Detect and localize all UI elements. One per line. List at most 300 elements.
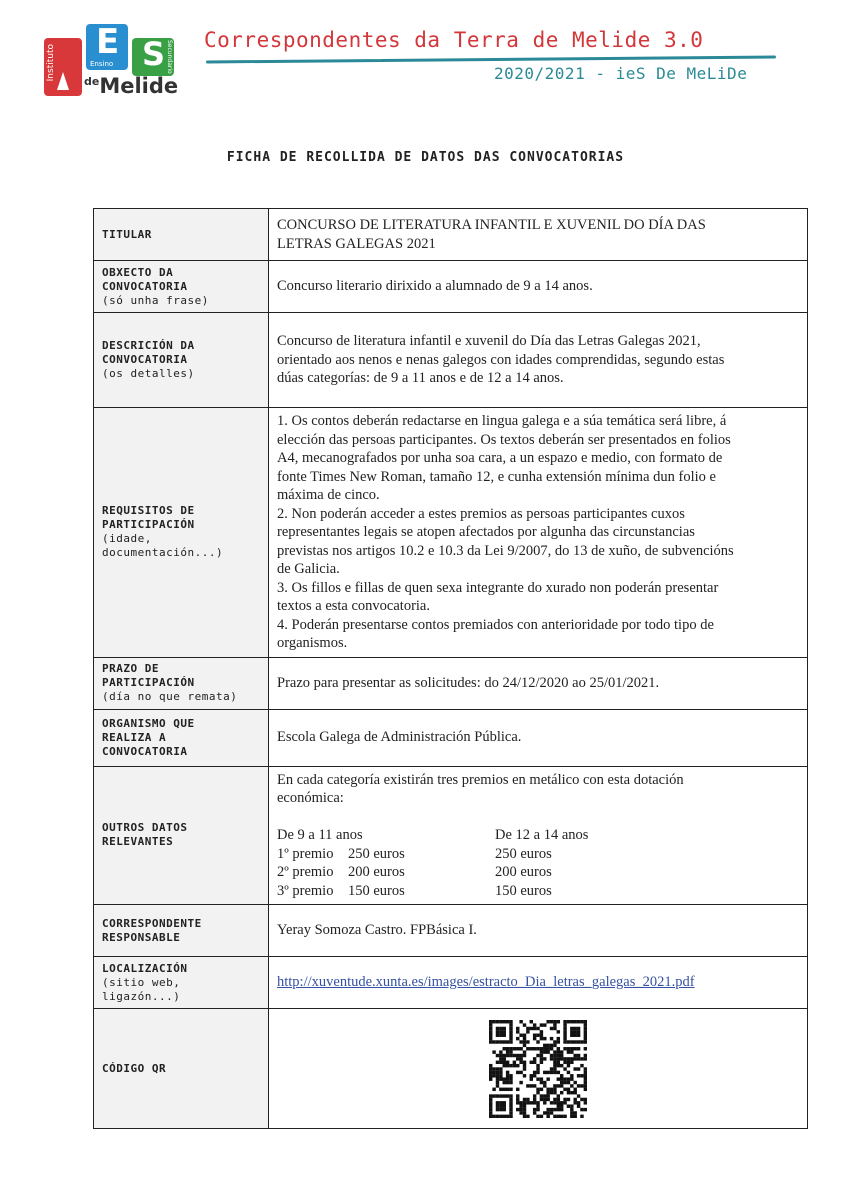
qr-module (560, 1053, 563, 1056)
label-localizacion: LOCALIZACIÓN (sitio web, ligazón...) (94, 957, 269, 1009)
qr-module (530, 1077, 533, 1080)
qr-module (503, 1060, 506, 1063)
qr-module (506, 1114, 509, 1117)
qr-module (567, 1080, 570, 1083)
qr-module (536, 1114, 539, 1117)
qr-module (550, 1101, 553, 1104)
qr-module (492, 1074, 495, 1077)
qr-module (519, 1047, 522, 1050)
qr-module (499, 1074, 502, 1077)
qr-module (577, 1084, 580, 1087)
qr-module (546, 1043, 549, 1046)
qr-code-icon[interactable] (489, 1020, 587, 1118)
qr-module (573, 1026, 576, 1029)
value-outros: En cada categoría existirán tres premios en metálico con esta dotación económica: De 9 a 11 anos 1º premio 250 euros 2º premio 200 euros 3º premio 150 euros De 12 a 14 anos 250 euros 200 euros 150 euros (269, 766, 808, 905)
qr-module (536, 1101, 539, 1104)
qr-module (560, 1074, 563, 1077)
qr-module (530, 1084, 533, 1087)
qr-module (570, 1060, 573, 1063)
qr-module (509, 1107, 512, 1110)
qr-module (489, 1097, 492, 1100)
qr-module (489, 1094, 492, 1097)
qr-module (560, 1057, 563, 1060)
qr-module (557, 1097, 560, 1100)
qr-module (519, 1111, 522, 1114)
qr-module (523, 1104, 526, 1107)
qr-module (489, 1101, 492, 1104)
qr-module (580, 1074, 583, 1077)
qr-module (557, 1094, 560, 1097)
qr-module (584, 1084, 587, 1087)
qr-module (573, 1087, 576, 1090)
qr-module (492, 1087, 495, 1090)
qr-module (516, 1087, 519, 1090)
qr-module (543, 1050, 546, 1053)
qr-module (573, 1053, 576, 1056)
qr-module (553, 1043, 556, 1046)
qr-module (584, 1023, 587, 1026)
qr-module (523, 1114, 526, 1117)
qr-module (499, 1101, 502, 1104)
qr-module (553, 1114, 556, 1117)
qr-module (492, 1050, 495, 1053)
qr-module (557, 1036, 560, 1039)
qr-module (499, 1057, 502, 1060)
qr-module (489, 1107, 492, 1110)
logo-green-block (132, 35, 174, 76)
qr-module (536, 1087, 539, 1090)
qr-module (546, 1047, 549, 1050)
qr-module (506, 1040, 509, 1043)
qr-module (557, 1063, 560, 1066)
qr-module (519, 1057, 522, 1060)
qr-module (509, 1026, 512, 1029)
qr-module (573, 1033, 576, 1036)
qr-module (543, 1047, 546, 1050)
qr-module (509, 1114, 512, 1117)
qr-module (546, 1070, 549, 1073)
qr-module (523, 1063, 526, 1066)
qr-module (550, 1090, 553, 1093)
qr-module (570, 1040, 573, 1043)
qr-module (519, 1033, 522, 1036)
qr-module (523, 1074, 526, 1077)
qr-module (584, 1087, 587, 1090)
qr-module (499, 1114, 502, 1117)
qr-module (584, 1020, 587, 1023)
qr-module (499, 1050, 502, 1053)
qr-module (570, 1111, 573, 1114)
label-requisitos: REQUISITOS DE PARTICIPACIÓN (idade, documentación...) (94, 408, 269, 658)
qr-module (557, 1084, 560, 1087)
qr-module (533, 1036, 536, 1039)
row-localizacion (94, 957, 808, 1009)
qr-module (543, 1097, 546, 1100)
qr-module (550, 1111, 553, 1114)
qr-module (577, 1074, 580, 1077)
qr-module (519, 1104, 522, 1107)
value-requisitos: 1. Os contos deberán redactarse en lingua galega e a súa temática será libre, á elección das persoas participantes. Os textos deberán ser presentados en folios A4, mecanografados por unha soa cara, a un espazo e medio, con formato de fonte Times New Roman, tamaño 12, e cunha extensión mínima dun folio e máxima de cinco. 2. Non poderán acceder a estes premios as persoas participantes cuxos representantes legais se atopen afectados por algunha das circunstancias previstas nos artigos 10.2 e 10.3 da Lei 9/2007, do 13 de xuño, de subvencións de Galicia. 3. Os fillos e fillas de quen sexa integrante do xurado non poderán presentar textos a esta convocatoria. 4. Poderán presentarse contos premiados con anterioridade por todo tipo de organismos. (269, 408, 808, 658)
qr-module (567, 1097, 570, 1100)
qr-module (530, 1060, 533, 1063)
qr-module (503, 1104, 506, 1107)
qr-module (519, 1020, 522, 1023)
qr-module (570, 1090, 573, 1093)
qr-module (506, 1070, 509, 1073)
row-qr (94, 1009, 808, 1129)
qr-module (492, 1067, 495, 1070)
qr-module (550, 1020, 553, 1023)
qr-module (536, 1026, 539, 1029)
qr-module (503, 1101, 506, 1104)
qr-module (557, 1040, 560, 1043)
qr-module (509, 1111, 512, 1114)
qr-module (553, 1026, 556, 1029)
qr-module (496, 1074, 499, 1077)
qr-module (570, 1114, 573, 1117)
qr-module (584, 1067, 587, 1070)
qr-module (546, 1077, 549, 1080)
qr-module (560, 1063, 563, 1066)
qr-module (553, 1023, 556, 1026)
qr-module (557, 1030, 560, 1033)
qr-module (540, 1023, 543, 1026)
qr-module (577, 1030, 580, 1033)
qr-module (580, 1097, 583, 1100)
qr-module (509, 1047, 512, 1050)
qr-module (560, 1080, 563, 1083)
qr-module (543, 1070, 546, 1073)
qr-module (546, 1020, 549, 1023)
qr-module (560, 1090, 563, 1093)
qr-module (503, 1026, 506, 1029)
qr-module (540, 1097, 543, 1100)
prize-table (277, 826, 799, 900)
qr-module (526, 1114, 529, 1117)
qr-module (560, 1107, 563, 1110)
qr-module (553, 1070, 556, 1073)
qr-module (573, 1097, 576, 1100)
qr-module (516, 1053, 519, 1056)
qr-module (577, 1094, 580, 1097)
qr-module (584, 1074, 587, 1077)
qr-module (557, 1047, 560, 1050)
qr-module (496, 1026, 499, 1029)
qr-module (499, 1040, 502, 1043)
value-correspondente: Yeray Somoza Castro. FPBásica I. (269, 905, 808, 957)
qr-module (550, 1053, 553, 1056)
qr-module (526, 1097, 529, 1100)
qr-module (503, 1094, 506, 1097)
qr-module (526, 1084, 529, 1087)
qr-module (567, 1087, 570, 1090)
qr-module (516, 1070, 519, 1073)
qr-module (557, 1060, 560, 1063)
qr-module (553, 1040, 556, 1043)
logo-instituto-text: Instituto (46, 44, 56, 82)
logo-melide-text: $^{de}$Melide (84, 74, 179, 98)
qr-module (584, 1026, 587, 1029)
qr-module (516, 1101, 519, 1104)
qr-module (570, 1047, 573, 1050)
qr-module (584, 1030, 587, 1033)
qr-module (540, 1087, 543, 1090)
value-descricion: Concurso de literatura infantil e xuvenil do Día das Letras Galegas 2021, orientado aos nenos e nenas galegos con idades comprendidas, segundo estas dúas categorías: de 9 a 11 anos e de 12 a 14 anos. (269, 313, 808, 408)
qr-module (523, 1043, 526, 1046)
qr-module (563, 1040, 566, 1043)
qr-module (509, 1101, 512, 1104)
qr-module (553, 1057, 556, 1060)
qr-module (580, 1020, 583, 1023)
qr-module (546, 1107, 549, 1110)
qr-module (506, 1080, 509, 1083)
qr-module (492, 1094, 495, 1097)
qr-module (557, 1050, 560, 1053)
qr-module (506, 1053, 509, 1056)
qr-module (573, 1114, 576, 1117)
qr-module (513, 1063, 516, 1066)
qr-module (496, 1053, 499, 1056)
qr-module (536, 1047, 539, 1050)
qr-module (509, 1074, 512, 1077)
qr-module (557, 1104, 560, 1107)
qr-module (519, 1070, 522, 1073)
qr-module (536, 1090, 539, 1093)
qr-module (513, 1053, 516, 1056)
label-prazo: PRAZO DE PARTICIPACIÓN (día no que remata) (94, 657, 269, 709)
qr-module (584, 1057, 587, 1060)
qr-module (573, 1047, 576, 1050)
qr-module (570, 1104, 573, 1107)
qr-module (557, 1070, 560, 1073)
qr-module (573, 1040, 576, 1043)
qr-module (570, 1074, 573, 1077)
qr-module (563, 1080, 566, 1083)
qr-module (567, 1104, 570, 1107)
qr-module (523, 1107, 526, 1110)
row-obxecto (94, 261, 808, 313)
qr-module (543, 1080, 546, 1083)
qr-module (530, 1101, 533, 1104)
qr-module (540, 1114, 543, 1117)
qr-module (506, 1060, 509, 1063)
qr-module (489, 1104, 492, 1107)
qr-module (533, 1074, 536, 1077)
qr-module (509, 1077, 512, 1080)
label-titular: TITULAR (94, 209, 269, 261)
qr-module (519, 1053, 522, 1056)
qr-module (584, 1053, 587, 1056)
qr-module (519, 1080, 522, 1083)
qr-module (557, 1114, 560, 1117)
qr-module (503, 1057, 506, 1060)
qr-module (536, 1070, 539, 1073)
qr-module (496, 1077, 499, 1080)
qr-module (550, 1043, 553, 1046)
qr-module (513, 1060, 516, 1063)
qr-module (489, 1063, 492, 1066)
qr-module (584, 1047, 587, 1050)
qr-module (516, 1030, 519, 1033)
qr-module (540, 1094, 543, 1097)
qr-module (536, 1067, 539, 1070)
qr-module (499, 1094, 502, 1097)
qr-module (499, 1077, 502, 1080)
qr-module (577, 1033, 580, 1036)
qr-module (580, 1107, 583, 1110)
qr-module (536, 1063, 539, 1066)
qr-module (557, 1053, 560, 1056)
qr-module (526, 1030, 529, 1033)
row-prazo (94, 657, 808, 709)
qr-module (563, 1057, 566, 1060)
qr-module (530, 1047, 533, 1050)
qr-module (536, 1104, 539, 1107)
qr-module (577, 1026, 580, 1029)
qr-module (516, 1057, 519, 1060)
qr-module (543, 1023, 546, 1026)
qr-module (563, 1047, 566, 1050)
qr-module (509, 1033, 512, 1036)
qr-module (567, 1090, 570, 1093)
qr-module (499, 1026, 502, 1029)
qr-module (557, 1057, 560, 1060)
row-organismo (94, 709, 808, 766)
qr-module (577, 1053, 580, 1056)
qr-module (553, 1087, 556, 1090)
qr-module (580, 1084, 583, 1087)
qr-module (503, 1087, 506, 1090)
qr-module (584, 1101, 587, 1104)
qr-module (584, 1036, 587, 1039)
qr-module (546, 1114, 549, 1117)
qr-module (503, 1020, 506, 1023)
qr-module (506, 1063, 509, 1066)
qr-module (526, 1101, 529, 1104)
qr-module (563, 1101, 566, 1104)
qr-module (553, 1101, 556, 1104)
qr-module (570, 1057, 573, 1060)
qr-module (496, 1107, 499, 1110)
qr-module (546, 1111, 549, 1114)
label-outros: OUTROS DATOS RELEVANTES (94, 766, 269, 905)
qr-module (533, 1047, 536, 1050)
label-correspondente: CORRESPONDENTE RESPONSABLE (94, 905, 269, 957)
page-title: Correspondentes da Terra de Melide 3.0 (204, 28, 704, 52)
qr-module (536, 1077, 539, 1080)
qr-module (567, 1060, 570, 1063)
qr-module (560, 1050, 563, 1053)
qr-module (503, 1077, 506, 1080)
qr-module (489, 1026, 492, 1029)
qr-module (580, 1114, 583, 1117)
qr-module (570, 1030, 573, 1033)
qr-module (560, 1104, 563, 1107)
qr-module (489, 1077, 492, 1080)
qr-module (523, 1060, 526, 1063)
document-link[interactable]: http://xuventude.xunta.es/images/estracto_Dia_letras_galegas_2021.pdf (277, 974, 695, 991)
row-titular (94, 209, 808, 261)
data-form-table (93, 208, 808, 1129)
page-subtitle: 2020/2021 - ieS De MeLiDe (494, 64, 748, 83)
qr-module (546, 1090, 549, 1093)
qr-module (573, 1080, 576, 1083)
qr-module (533, 1107, 536, 1110)
row-requisitos (94, 408, 808, 658)
qr-module (550, 1057, 553, 1060)
qr-module (546, 1050, 549, 1053)
qr-module (540, 1036, 543, 1039)
qr-module (530, 1074, 533, 1077)
qr-module (516, 1047, 519, 1050)
qr-module (509, 1050, 512, 1053)
qr-module (506, 1047, 509, 1050)
qr-module (499, 1104, 502, 1107)
qr-module (489, 1033, 492, 1036)
qr-module (580, 1063, 583, 1066)
qr-module (550, 1087, 553, 1090)
qr-module (523, 1036, 526, 1039)
qr-module (560, 1114, 563, 1117)
qr-module (584, 1080, 587, 1083)
qr-module (513, 1047, 516, 1050)
qr-module (509, 1020, 512, 1023)
qr-module (499, 1087, 502, 1090)
qr-module (503, 1114, 506, 1117)
qr-module (509, 1063, 512, 1066)
qr-module (563, 1026, 566, 1029)
qr-module (553, 1090, 556, 1093)
qr-module (503, 1040, 506, 1043)
label-organismo: ORGANISMO QUE REALIZA A CONVOCATORIA (94, 709, 269, 766)
qr-module (560, 1077, 563, 1080)
qr-module (496, 1104, 499, 1107)
qr-module (506, 1050, 509, 1053)
qr-module (506, 1087, 509, 1090)
qr-module (523, 1023, 526, 1026)
title-underline (206, 56, 776, 64)
row-outros (94, 766, 808, 905)
qr-module (519, 1040, 522, 1043)
logo-e-letter: E (96, 22, 120, 62)
qr-module (489, 1070, 492, 1073)
qr-module (563, 1114, 566, 1117)
qr-module (567, 1070, 570, 1073)
qr-module (489, 1030, 492, 1033)
qr-module (509, 1094, 512, 1097)
qr-module (543, 1084, 546, 1087)
qr-module (577, 1101, 580, 1104)
qr-module (516, 1094, 519, 1097)
qr-module (496, 1084, 499, 1087)
qr-module (523, 1101, 526, 1104)
qr-module (550, 1107, 553, 1110)
qr-module (499, 1030, 502, 1033)
qr-module (496, 1080, 499, 1083)
qr-module (540, 1030, 543, 1033)
qr-module (509, 1036, 512, 1039)
qr-module (553, 1050, 556, 1053)
qr-module (519, 1107, 522, 1110)
qr-module (533, 1111, 536, 1114)
qr-module (563, 1020, 566, 1023)
qr-module (567, 1077, 570, 1080)
qr-module (499, 1033, 502, 1036)
qr-module (536, 1033, 539, 1036)
qr-module (543, 1057, 546, 1060)
qr-module (563, 1036, 566, 1039)
qr-module (557, 1101, 560, 1104)
